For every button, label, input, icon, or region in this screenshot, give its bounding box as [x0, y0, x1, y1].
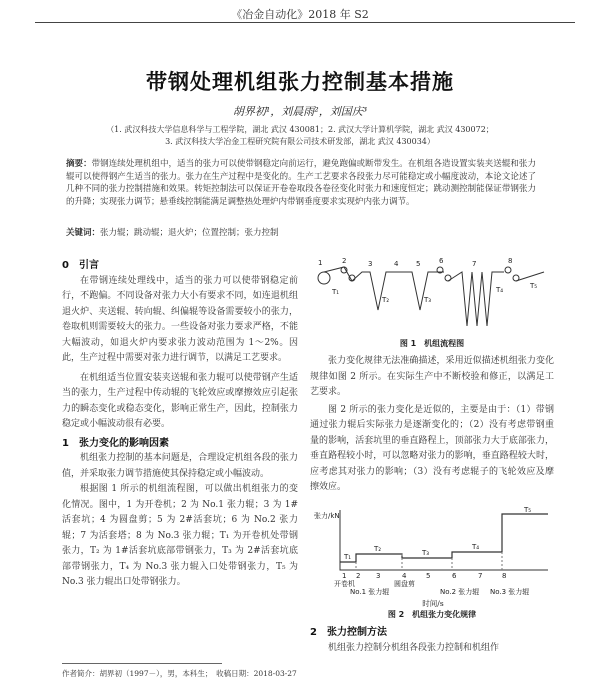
chart-axes [340, 510, 548, 570]
equipment-name: No.3 张力辊 [490, 588, 530, 596]
fig2-tension: T₁ [344, 553, 352, 561]
right-column-top [310, 354, 554, 496]
section-1-paragraph-2: 根据图 1 所示的机组流程图，可以做出机组张力的变化情况。图中，1 为开卷机；2 为 No.1 张力辊；3 为 1#活套坑；4 为圆盘剪；5 为 2#活套坑；6 为 No.2 张力辊；7 为活套塔；8 为 No.3 张力辊；T₁ 为开卷机处带钢张力，T₂ 为 1#活套坑底部带钢张力，T₃ 为 2#活套坑底部带钢张力，T₄ 为 No.3 张力辊入口处带钢张力，T₅ 为 No.3 张力辊出口处带钢张力。 [62, 484, 298, 587]
fig1-label: 5 [416, 260, 421, 268]
right-paragraph-2: 图 2 所示的张力变化是近似的，主要是由于：（1）带钢通过张力辊后实际张力是逐渐变化的；（2）没有考虑带钢重量的影响，活套坑里的垂直路程上，顶部张力大于底部张力，垂直路程较小时，可以忽略对张力的影响，垂直路程较大时，应考虑其对张力的影响；（3）没有考虑辊子的飞轮效应及摩擦效应。 [310, 404, 554, 492]
fig2-tension: T₅ [524, 506, 532, 514]
section-1-heading: 1 张力变化的影响因素 [62, 437, 169, 449]
intro-paragraph-2: 在机组适当位置安装夹送辊和张力辊可以使带钢产生适当的张力，生产过程中传动辊的飞轮效应或摩擦效应引起张力的瞬态变化或稳态变化，影响正常生产，因此，控制张力稳定或小幅波动很有必要。 [62, 372, 298, 429]
fig2-tension: T₃ [422, 549, 430, 557]
abstract-label: 摘要： [66, 159, 92, 169]
equipment-name: No.2 张力辊 [440, 588, 480, 596]
section-2-paragraph-1: 机组张力控制分机组各段张力控制和机组作 [328, 642, 500, 653]
affiliations [70, 124, 530, 148]
uncoiler-roll [318, 272, 330, 284]
running-header: 《冶金自动化》2018 年 S2 [231, 8, 369, 21]
header-divider [35, 22, 575, 23]
fig1-label: 7 [472, 260, 477, 268]
fig2-tension: T₄ [472, 543, 480, 551]
section-1-paragraph-1: 机组张力控制的基本问题是，合理设定机组各段的张力值，并采取张力调节措施使其保持稳定或小幅波动。 [62, 453, 298, 479]
right-column-bottom [310, 625, 554, 656]
figure-2-caption: 图 2 机组张力变化规律 [387, 610, 477, 619]
fig1-tension: T₁ [332, 288, 340, 296]
affiliation-line: 3. 武汉科技大学冶金工程研究院有限公司技术研发部，湖北 武汉 430034） [165, 137, 435, 146]
fig1-tension: T₂ [382, 296, 390, 304]
fig1-label: 2 [342, 258, 347, 265]
right-paragraph-1: 张力变化规律无法准确描述，采用近似描述机组张力变化规律如图 2 所示。在实际生产中不断校验和修正，以满足工艺要求。 [310, 356, 554, 397]
equipment-name: 圆盘剪 [394, 580, 415, 588]
figure-1-caption: 图 1 机组流程图 [399, 339, 465, 348]
affiliation-line: （1. 武汉科技大学信息科学与工程学院，湖北 武汉 430081；2. 武汉大学计算机学院，湖北 武汉 430072； [106, 125, 494, 134]
strip-path-exit [516, 272, 544, 281]
equipment-number: 4 [402, 572, 407, 580]
equipment-number: 5 [426, 572, 431, 580]
fig1-label: 6 [439, 258, 444, 265]
equipment-number: 7 [478, 572, 483, 580]
intro-heading: 0 引言 [62, 260, 99, 271]
fig1-tension: T₅ [530, 282, 538, 290]
equipment-number: 1 [342, 572, 347, 580]
fig1-label: 3 [368, 260, 373, 268]
figure-1-flowchart [312, 258, 552, 332]
paper-title: 带钢处理机组张力控制基本措施 [146, 70, 454, 94]
left-column [62, 258, 298, 591]
section-2-heading: 2 张力控制方法 [310, 627, 387, 638]
footnote-divider [62, 663, 222, 664]
abstract [66, 158, 536, 208]
keywords [66, 227, 536, 239]
keywords-label: 关键词： [66, 228, 101, 238]
footnote: 作者简介：胡界初（1997－），男，本科生； 收稿日期：2018-03-27 [62, 669, 297, 678]
equipment-number: 6 [452, 572, 457, 580]
y-axis-label: 张力/kN [314, 512, 340, 520]
intro-paragraph-1: 在带钢连续处理线中，适当的张力可以使带钢稳定前行，不跑偏。不同设备对张力大小有要求不同，如连退机组退火炉、夹送辊、转向辊、纠偏辊等设备需要较小的张力，卷取机则需要较大的张力。一些设备对张力要求严格，不能大幅波动，如退火炉内要求张力波动范围为 1～2%。因此，生产过程中需要对张力进行调节，以满足工艺要求。 [62, 275, 298, 363]
equipment-name: 开卷机 [334, 580, 355, 588]
equipment-number: 8 [502, 572, 507, 580]
fig1-label: 1 [318, 259, 323, 267]
tension-step-line [340, 514, 548, 562]
fig2-tension: T₂ [374, 545, 382, 553]
x-axis-label: 时间/s [422, 599, 444, 608]
authors: 胡界初¹，刘晨雨²，刘国庆³ [232, 105, 368, 118]
fig1-label: 4 [394, 260, 399, 268]
fig1-tension: T₄ [496, 286, 504, 294]
figure-2-tension-chart [312, 504, 554, 598]
looping-tower-strip [448, 272, 504, 326]
fig1-tension: T₃ [424, 296, 432, 304]
equipment-number: 2 [356, 572, 361, 580]
equipment-name: No.1 张力辊 [350, 588, 390, 596]
abstract-text: 带钢连续处理机组中，适当的张力可以使带钢稳定向前运行，避免跑偏或断带发生。在机组各造设置实装夹送辊和张力辊可以使得钢产生适当的张力。张力在生产过程中是变化的。生产工艺要求各段张力尽可能稳定或小幅度波动，本论文论述了几种不同的张力控制措施和效果。转矩控制法可以保证开卷卷取段各卷径变化时张力和速度恒定；跳动测控制能保证带钢张力的升降；实现张力调节；悬垂线控制能满足调整热处理炉内带钢垂度要求实现炉内张力调节。 [66, 159, 536, 207]
tension-roll-3a [505, 267, 511, 273]
fig1-label: 8 [508, 258, 513, 265]
keywords-text: 张力辊；跳动辊；退火炉；位置控制；张力控制 [100, 228, 279, 238]
equipment-number: 3 [376, 572, 381, 580]
